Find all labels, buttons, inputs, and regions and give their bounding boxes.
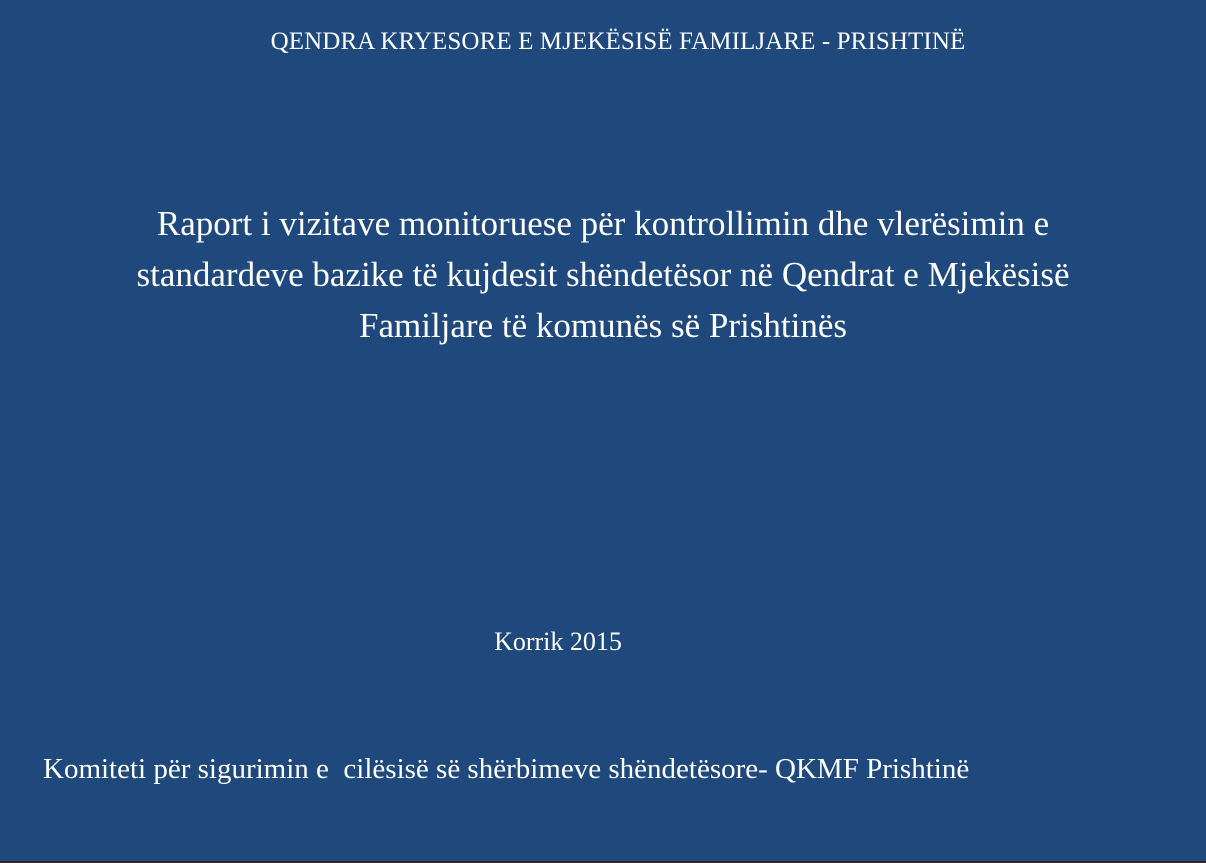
report-title-line-2: standardeve bazike të kujdesit shëndetësor në Qendrat e Mjekësisë xyxy=(136,255,1070,294)
report-title-line-3: Familjare të komunës së Prishtinës xyxy=(359,306,847,345)
report-date: Korrik 2015 xyxy=(494,627,622,656)
committee-name: Komiteti për sigurimin e cilësisë së shërbimeve shëndetësore- QKMF Prishtinë xyxy=(43,753,970,785)
institution-header: QENDRA KRYESORE E MJEKËSISË FAMILJARE - PRISHTINË xyxy=(270,28,966,55)
report-title xyxy=(0,198,1206,351)
report-title-line-1: Raport i vizitave monitoruese për kontrollimin dhe vlerësimin e xyxy=(156,204,1050,243)
